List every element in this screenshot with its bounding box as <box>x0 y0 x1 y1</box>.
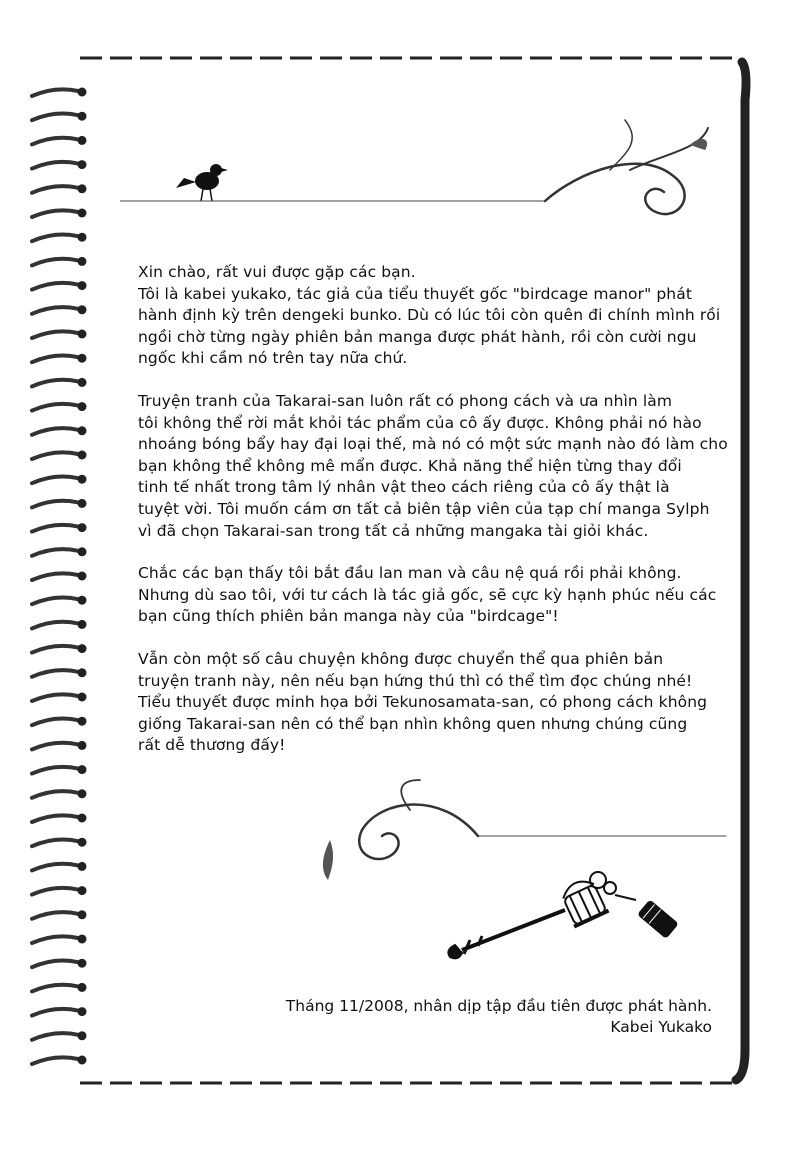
binding-hole <box>78 935 87 944</box>
binding-hole <box>78 910 87 919</box>
binding-ring <box>32 380 78 387</box>
binding-ring <box>32 114 78 121</box>
signoff <box>286 996 712 1038</box>
binding-ring <box>32 525 78 532</box>
text-line: ngốc khi cầm nó trên tay nữa chứ. <box>138 349 408 368</box>
binding-hole <box>78 136 87 145</box>
binding-hole <box>78 281 87 290</box>
text-line: Xin chào, rất vui được gặp các bạn. <box>138 263 416 281</box>
text-line: giống Takarai-san nên có thể bạn nhìn không quen nhưng chúng cũng <box>138 714 688 733</box>
signoff-date: Tháng 11/2008, nhân dịp tập đầu tiên được phát hành. <box>285 997 712 1015</box>
text-line: bạn cũng thích phiên bản manga này của "birdcage"! <box>138 607 559 626</box>
binding-ring <box>32 1033 78 1040</box>
binding-ring <box>32 670 78 677</box>
binding-hole <box>78 838 87 847</box>
text-line: rất dễ thương đấy! <box>138 736 286 755</box>
binding-ring <box>32 622 78 629</box>
binding-ring <box>32 985 78 992</box>
flourish-top-icon <box>545 120 708 214</box>
binding-ring <box>32 961 78 968</box>
text-line: truyện tranh này, nên nếu bạn hứng thú thì có thể tìm đọc chúng nhé! <box>138 671 693 690</box>
text-line: vì đã chọn Takarai-san trong tất cả những mangaka tài giỏi khác. <box>138 521 649 540</box>
text-line: Truyện tranh của Takarai-san luôn rất có phong cách và ưa nhìn làm <box>138 391 673 410</box>
binding-ring <box>32 936 78 943</box>
binding-ring <box>32 864 78 871</box>
binding-ring <box>32 283 78 290</box>
birdcage-key-icon <box>448 872 677 958</box>
binding-hole <box>78 88 87 97</box>
text-line: nhoáng bóng bẩy hay đại loại thế, mà nó có một sức mạnh nào đó làm cho <box>138 435 728 454</box>
paragraph <box>138 391 728 542</box>
binding-ring <box>32 404 78 411</box>
binding-hole <box>78 330 87 339</box>
binding-ring <box>32 477 78 484</box>
binding-ring <box>32 743 78 750</box>
binding-ring <box>32 307 78 314</box>
binding-hole <box>78 257 87 266</box>
bird-icon <box>176 164 228 201</box>
binding-hole <box>78 112 87 121</box>
text-line: tinh tế nhất trong tâm lý nhân vật theo cách riêng của cô ấy thật là <box>138 478 670 497</box>
text-line: tuyệt vời. Tôi muốn cám ơn tất cả biên tập viên của tạp chí manga Sylph <box>138 499 710 518</box>
binding-ring <box>32 888 78 895</box>
binding-hole <box>78 814 87 823</box>
signoff-author: Kabei Yukako <box>610 1018 712 1036</box>
binding-hole <box>78 983 87 992</box>
binding-hole <box>78 547 87 556</box>
paragraph <box>138 649 728 757</box>
binding-hole <box>78 305 87 314</box>
right-spine <box>736 62 746 1080</box>
binding-hole <box>78 1056 87 1065</box>
binding-hole <box>78 572 87 581</box>
binding-ring <box>32 162 78 169</box>
binding-hole <box>78 451 87 460</box>
binding-ring <box>32 356 78 363</box>
text-line: hành định kỳ trên dengeki bunko. Dù có lúc tôi còn quên đi chính mình rồi <box>138 306 721 325</box>
text-line: Tiểu thuyết được minh họa bởi Tekunosamata-san, có phong cách không <box>138 693 708 712</box>
binding-hole <box>78 402 87 411</box>
binding-ring <box>32 791 78 798</box>
binding-ring <box>32 138 78 145</box>
paragraph <box>138 563 728 628</box>
binding-ring <box>32 646 78 653</box>
binding-hole <box>78 644 87 653</box>
letter-body <box>138 262 728 778</box>
binding-ring <box>32 1057 78 1064</box>
binding-ring <box>32 235 78 242</box>
binding-ring <box>32 210 78 217</box>
binding-hole <box>78 475 87 484</box>
binding-ring <box>32 815 78 822</box>
binding-ring <box>32 186 78 193</box>
binding-ring <box>32 428 78 435</box>
text-line: bạn không thể không mê mẩn được. Khả năng thể hiện từng thay đổi <box>138 456 682 475</box>
binding-ring <box>32 89 78 96</box>
text-line: ngồi chờ từng ngày phiên bản manga được phát hành, rồi còn cười ngu <box>138 327 697 346</box>
binding-hole <box>78 668 87 677</box>
binding-hole <box>78 184 87 193</box>
binding-hole <box>78 862 87 871</box>
binding-ring <box>32 767 78 774</box>
text-line: tôi không thể rời mắt khỏi tác phẩm của cô ấy được. Không phải nó hào <box>138 413 702 432</box>
binding-hole <box>78 765 87 774</box>
text-line: Vẫn còn một số câu chuyện không được chuyển thể qua phiên bản <box>138 649 664 668</box>
binding-ring <box>32 912 78 919</box>
binding-ring <box>32 719 78 726</box>
binding-hole <box>78 1007 87 1016</box>
binding-hole <box>78 354 87 363</box>
binding-hole <box>78 693 87 702</box>
binding-hole <box>78 209 87 218</box>
paragraph <box>138 262 728 370</box>
binding-ring <box>32 501 78 508</box>
binding-hole <box>78 886 87 895</box>
binding-ring <box>32 452 78 459</box>
text-line: Chắc các bạn thấy tôi bắt đầu lan man và câu nệ quá rồi phải không. <box>138 564 682 583</box>
binding-hole <box>78 378 87 387</box>
binding-hole <box>78 160 87 169</box>
flourish-bottom-icon <box>323 780 726 880</box>
binding-hole <box>78 741 87 750</box>
text-line: Nhưng dù sao tôi, với tư cách là tác giả gốc, sẽ cực kỳ hạnh phúc nếu các <box>138 585 717 604</box>
binding-hole <box>78 789 87 798</box>
binding-hole <box>78 620 87 629</box>
binding-hole <box>78 959 87 968</box>
binding-ring <box>32 1009 78 1016</box>
text-line: Tôi là kabei yukako, tác giả của tiểu thuyết gốc "birdcage manor" phát <box>138 284 693 303</box>
binding-hole <box>78 499 87 508</box>
binding-ring <box>32 840 78 847</box>
binding-ring <box>32 694 78 701</box>
binding-hole <box>78 426 87 435</box>
binding-ring <box>32 549 78 556</box>
binding-ring <box>32 259 78 266</box>
binding-ring <box>32 573 78 580</box>
spiral-binding <box>32 88 87 1065</box>
binding-ring <box>32 598 78 605</box>
binding-hole <box>78 233 87 242</box>
binding-ring <box>32 331 78 338</box>
binding-hole <box>78 523 87 532</box>
binding-hole <box>78 1031 87 1040</box>
binding-hole <box>78 717 87 726</box>
binding-hole <box>78 596 87 605</box>
